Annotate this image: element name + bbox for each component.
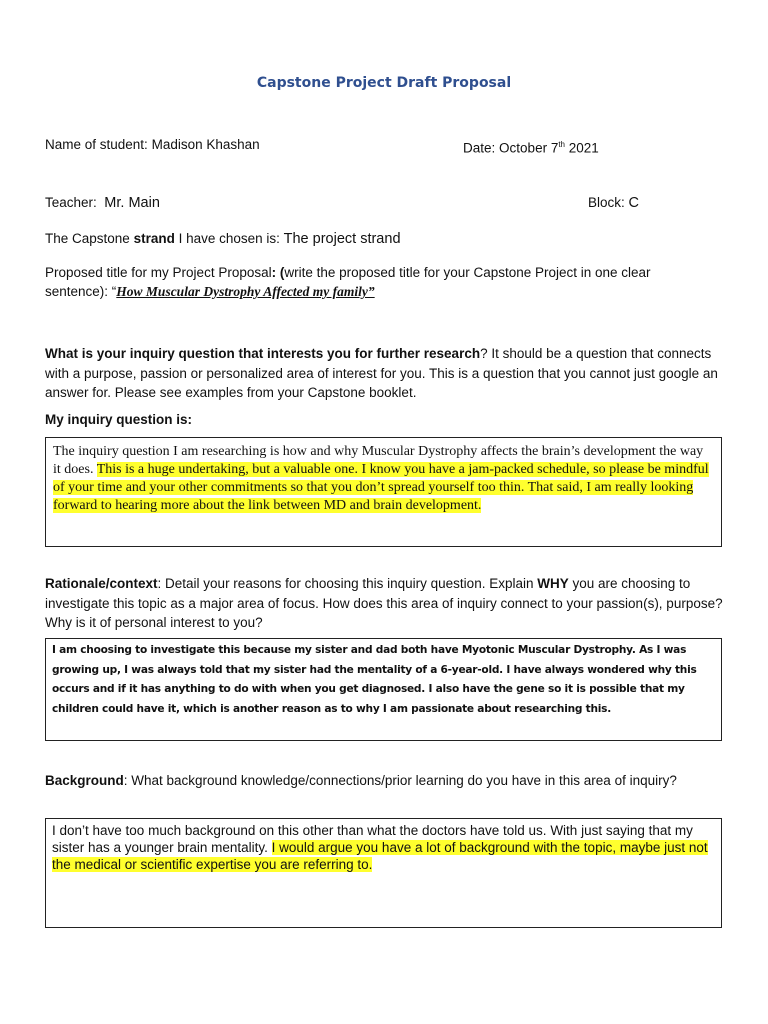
inquiry-answer-comment: This is a huge undertaking, but a valuable one. I know you have a jam-packed schedule, so please be mindful of your time and your other commitments so that you don’t spread yourself too thin. That said, I am really looking forward to hearing more about the link between MD and brain development. [53,462,709,513]
proposed-sentence-prefix: sentence): “ [45,284,117,299]
rationale-prompt-1: : Detail your reasons for choosing this inquiry question. Explain [157,576,538,591]
background-answer-text [46,819,721,873]
inquiry-prompt-rest: ? It should be a question that connects with a purpose, passion or personalized area of interest for you. This is a question that you cannot just google an answer for. Please see examples from your Capstone booklet. [45,346,718,400]
student-name-value: Madison Khashan [151,137,260,152]
inquiry-question-prompt [45,344,725,403]
inquiry-answer-text [46,438,721,515]
background-answer-comment: I would argue you have a lot of background with the topic, maybe just not the medical or scientific expertise you are referring to. [52,840,708,872]
proposed-title-line-2 [45,282,375,301]
rationale-answer-text: I am choosing to investigate this because my sister and dad both have Myotonic Muscular Dystrophy. As I was growing up, I was always told that my sister had the mentality of a 6-year-old. I have always wondered why this occurs and if it has anything to do with when you get diagnosed. I also have the gene so it is possible that my children could have it, which is another reason as to why I am passionate about researching this. [52,644,697,715]
proposed-title-line-1 [45,263,651,282]
inquiry-answer-label: My inquiry question is: [45,412,193,427]
date-year: 2021 [565,140,599,156]
date-value: October 7 [499,140,559,156]
block-value: C [628,195,640,211]
rationale-label: Rationale/context [45,576,158,591]
background-label: Background [45,773,124,788]
date-superscript: th [558,140,565,149]
proposed-colon: : [271,265,277,280]
rationale-prompt [45,574,725,633]
proposed-prefix: Proposed title for my Project Proposal [45,265,272,280]
teacher-value: Mr. Main [104,195,160,211]
rationale-answer-box[interactable] [45,638,722,741]
student-name-label: Name of student: [45,137,148,152]
proposed-instructions: write the proposed title for your Capstone Project in one clear [284,265,651,280]
teacher-line [45,193,160,213]
strand-suffix: I have chosen is: [174,231,284,246]
strand-bold: strand [133,231,175,246]
strand-prefix: The Capstone [45,231,134,246]
block-line [588,193,639,213]
strand-line [45,229,401,249]
proposed-paren: ( [276,265,285,280]
block-label: Block: [588,195,625,210]
rationale-why: WHY [537,576,569,591]
strand-value: The project strand [283,231,401,247]
date-line [463,135,599,158]
background-answer-box[interactable] [45,818,722,928]
page-title: Capstone Project Draft Proposal [256,75,512,91]
rationale-prompt-2: you are choosing to investigate this topic as a major area of focus. How does this area of inquiry connect to your passion(s), purpose? Why is it of personal interest to you? [45,576,723,630]
date-label: Date: [463,140,496,156]
inquiry-prompt-bold: What is your inquiry question that interests you for further research [45,346,481,361]
inquiry-answer-box[interactable] [45,437,722,547]
background-answer-plain: I don’t have too much background on this other than what the doctors have told us. With just saying that my sister has a younger brain mentality. [52,823,693,855]
student-name-line [45,135,260,154]
background-prompt [45,771,677,790]
background-prompt-rest: : What background knowledge/connections/prior learning do you have in this area of inquiry? [123,773,677,788]
teacher-label: Teacher: [45,195,97,210]
inquiry-answer-plain: The inquiry question I am researching is how and why Muscular Dystrophy affects the brain’s development the way it does. [53,444,704,477]
proposed-title-value: How Muscular Dystrophy Affected my family” [116,284,375,299]
